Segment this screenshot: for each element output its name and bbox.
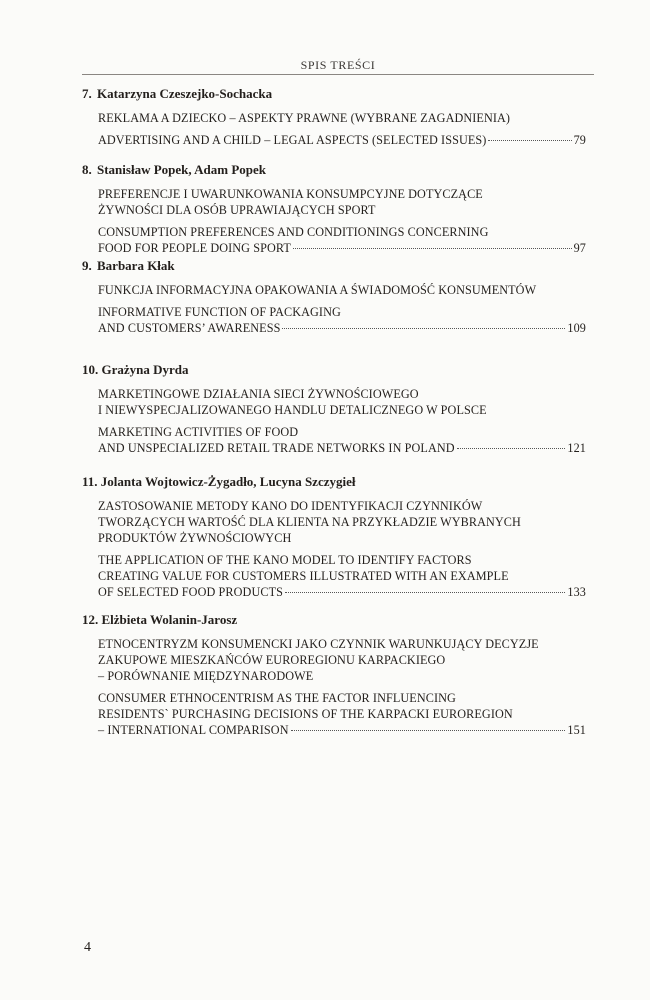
entry-author	[82, 362, 586, 378]
polish-title-line: ZASTOSOWANIE METODY KANO DO IDENTYFIKACJI CZYNNIKÓW	[98, 499, 483, 513]
polish-title-line: REKLAMA A DZIECKO – ASPEKTY PRAWNE (WYBRANE ZAGADNIENIA)	[98, 111, 511, 125]
polish-title-line: ETNOCENTRYZM KONSUMENCKI JAKO CZYNNIK WARUNKUJĄCY DECYZJE	[98, 637, 539, 651]
entry-author	[82, 474, 586, 490]
entry-page-number: 109	[567, 321, 586, 335]
english-title-line: CONSUMPTION PREFERENCES AND CONDITIONINGS CONCERNING	[98, 225, 489, 239]
english-title-line-with-page	[98, 132, 586, 148]
polish-title-line: MARKETINGOWE DZIAŁANIA SIECI ŻYWNOŚCIOWEGO	[98, 387, 419, 401]
english-title-line-with-page	[98, 722, 586, 738]
entry-number: 8.	[82, 162, 92, 177]
entry-number: 7.	[82, 86, 92, 101]
polish-title-line: ŻYWNOŚCI DLA OSÓB UPRAWIAJĄCYCH SPORT	[98, 203, 376, 217]
entry-page-number: 79	[573, 133, 586, 147]
polish-title-line: PREFERENCJE I UWARUNKOWANIA KONSUMPCYJNE DOTYCZĄCE	[98, 187, 483, 201]
entry-author	[82, 162, 586, 178]
entry-page-number: 151	[567, 723, 586, 737]
english-title-line: ADVERTISING AND A CHILD – LEGAL ASPECTS (SELECTED ISSUES)	[98, 133, 487, 147]
english-title-line: – INTERNATIONAL COMPARISON	[98, 723, 289, 737]
english-title-line: THE APPLICATION OF THE KANO MODEL TO IDENTIFY FACTORS	[98, 553, 472, 567]
english-title-line-with-page	[98, 320, 586, 336]
english-title-line-with-page	[98, 440, 586, 456]
english-title-line-with-page	[98, 584, 586, 600]
dot-leader	[291, 729, 566, 731]
author-names: Stanisław Popek, Adam Popek	[97, 162, 267, 177]
english-title-line: AND UNSPECIALIZED RETAIL TRADE NETWORKS IN POLAND	[98, 441, 455, 455]
dot-leader	[282, 327, 565, 329]
polish-title-line: – PORÓWNANIE MIĘDZYNARODOWE	[98, 669, 314, 683]
entry-page-number: 97	[573, 241, 586, 255]
author-names: Grażyna Dyrda	[101, 362, 189, 377]
polish-title-line: ZAKUPOWE MIESZKAŃCÓW EUROREGIONU KARPACKIEGO	[98, 653, 446, 667]
entry-number: 9.	[82, 258, 92, 273]
entry-number: 12.	[82, 612, 99, 627]
dot-leader	[285, 591, 565, 593]
running-head: SPIS TREŚCI	[300, 58, 376, 72]
english-title-line: CONSUMER ETHNOCENTRISM AS THE FACTOR INFLUENCING	[98, 691, 456, 705]
polish-title-line: I NIEWYSPECJALIZOWANEGO HANDLU DETALICZNEGO W POLSCE	[98, 403, 487, 417]
header-rule	[82, 74, 594, 75]
dot-leader	[457, 447, 566, 449]
english-title-line-with-page	[98, 240, 586, 256]
english-title-line: OF SELECTED FOOD PRODUCTS	[98, 585, 283, 599]
entry-number: 10.	[82, 362, 99, 377]
entry-author	[82, 612, 586, 628]
english-title-line: INFORMATIVE FUNCTION OF PACKAGING	[98, 305, 341, 319]
english-title-line: RESIDENTS` PURCHASING DECISIONS OF THE KARPACKI EUROREGION	[98, 707, 513, 721]
author-names: Katarzyna Czeszejko-Sochacka	[97, 86, 273, 101]
dot-leader	[293, 247, 572, 249]
entry-page-number: 133	[567, 585, 586, 599]
english-title-line: AND CUSTOMERS’ AWARENESS	[98, 321, 281, 335]
page-number: 4	[84, 940, 91, 955]
entry-page-number: 121	[567, 441, 586, 455]
english-title-line: FOOD FOR PEOPLE DOING SPORT	[98, 241, 291, 255]
polish-title-line: TWORZĄCYCH WARTOŚĆ DLA KLIENTA NA PRZYKŁADZIE WYBRANYCH	[98, 515, 521, 529]
author-names: Elżbieta Wolanin-Jarosz	[101, 612, 238, 627]
english-title-line: CREATING VALUE FOR CUSTOMERS ILLUSTRATED WITH AN EXAMPLE	[98, 569, 509, 583]
author-names: Barbara Kłak	[97, 258, 175, 273]
author-names: Jolanta Wojtowicz-Żygadło, Lucyna Szczygieł	[100, 474, 356, 489]
polish-title-line: FUNKCJA INFORMACYJNA OPAKOWANIA A ŚWIADOMOŚĆ KONSUMENTÓW	[98, 283, 537, 297]
entry-author	[82, 258, 586, 274]
english-title-line: MARKETING ACTIVITIES OF FOOD	[98, 425, 299, 439]
dot-leader	[488, 139, 571, 141]
entry-author	[82, 86, 586, 102]
entry-number: 11.	[82, 474, 98, 489]
polish-title-line: PRODUKTÓW ŻYWNOŚCIOWYCH	[98, 531, 292, 545]
